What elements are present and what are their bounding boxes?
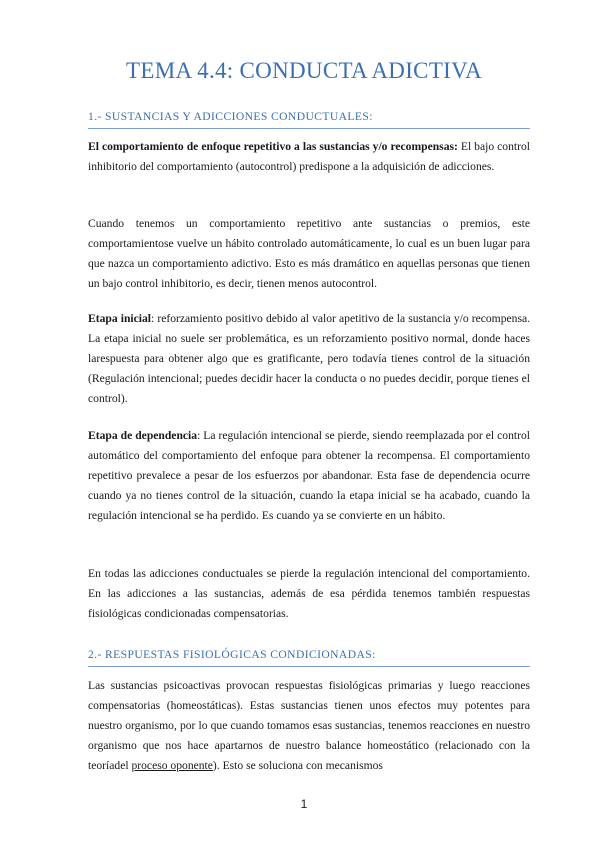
paragraph-4 [88, 426, 530, 526]
paragraph-5-text: En todas las adicciones conductuales se pierde la regulación intencional del comportamiento. En las adicciones a las sustancias, además de esa pérdida tenemos también respuestas fisiológicas condicionadas compensatorias. [88, 567, 530, 620]
page-number: 1 [300, 797, 308, 811]
section-heading-1: 1.- SUSTANCIAS Y ADICCIONES CONDUCTUALES: [88, 110, 530, 129]
section-heading-2: 2.- RESPUESTAS FISIOLÓGICAS CONDICIONADAS: [88, 648, 530, 667]
proceso-oponente-link[interactable]: proceso oponente [131, 759, 213, 772]
paragraph-2 [88, 214, 530, 294]
paragraph-4-text: : La regulación intencional se pierde, siendo reemplazada por el control automático del comportamiento del enfoque para obtener la recompensa. El comportamiento repetitivo prevalece a pesar de los esfuerzos por abandonar. Esta fase de dependencia ocurre cuando ya no tienes control de la situación, cuando la etapa inicial se ha acabado, cuando la regulación intencional se ha perdido. Es cuando ya se convierte en un hábito. [88, 429, 530, 522]
paragraph-3-text: : reforzamiento positivo debido al valor apetitivo de la sustancia y/o recompensa. La etapa inicial no suele ser problemática, es un reforzamiento positivo normal, donde haces larespuesta para obtener algo que es gratificante, pero todavía tienes control de la situación (Regulación intencional; puedes decidir hacer la conducta o no puedes decidir, porque tienes el control). [88, 312, 531, 405]
paragraph-2-text: Cuando tenemos un comportamiento repetitivo ante sustancias o premios, este comportamientose vuelve un hábito controlado automáticamente, lo cual es un buen lugar para que nazca un comportamiento adictivo. Esto es más dramático en aquellas personas que tienen un bajo control inhibitorio, es decir, tienen menos autocontrol. [88, 217, 530, 290]
paragraph-6-text-b: ). Esto se soluciona con mecanismos [212, 759, 383, 772]
paragraph-6-text-a: Las sustancias psicoactivas provocan respuestas fisiológicas primarias y luego reacciones compensatorias (homeostáticas). Estas sustancias tienen unos efectos muy potentes para nuestro organismo, por lo que cuando tomamos esas sustancias, tenemos reacciones en nuestro organismo que nos hace apartarnos de nuestro balance homeostático (relacionado con la teoríadel [88, 679, 530, 772]
paragraph-3 [88, 309, 530, 409]
paragraph-1-text: El bajo control inhibitorio del comportamiento (autocontrol) predispone a la adquisición de adicciones. [88, 140, 530, 173]
paragraph-6 [88, 676, 530, 776]
paragraph-3-bold: Etapa inicial [88, 312, 152, 325]
page-title: TEMA 4.4: CONDUCTA ADICTIVA [126, 58, 482, 83]
paragraph-4-bold: Etapa de dependencia [88, 429, 198, 442]
paragraph-5 [88, 564, 530, 624]
paragraph-1-bold: El comportamiento de enfoque repetitivo a las sustancias y/o recompensas: [88, 140, 458, 153]
paragraph-1 [88, 137, 530, 177]
